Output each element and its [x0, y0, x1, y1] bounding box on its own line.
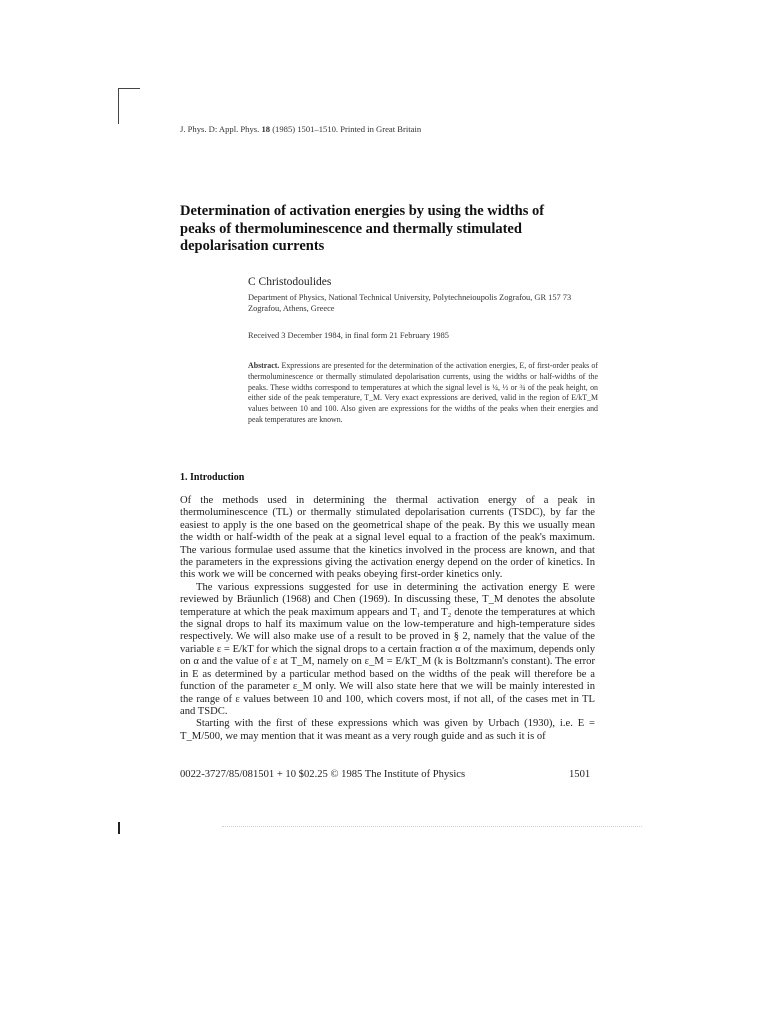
section-heading: 1. Introduction	[180, 472, 245, 483]
journal-pages: (1985) 1501–1510. Printed in Great Britain	[272, 124, 422, 134]
scan-artifact-line	[222, 826, 642, 827]
paper-title: Determination of activation energies by using the widths of peaks of thermoluminescence and thermally stimulated depolarisation currents	[180, 203, 545, 255]
abstract	[248, 361, 598, 426]
footer-copyright: 0022-3727/85/081501 + 10 $02.25 © 1985 The Institute of Physics	[180, 769, 466, 780]
crop-mark-bottom	[118, 822, 120, 834]
paragraph-3: Starting with the first of these expressions which was given by Urbach (1930), i.e. E = T_M/500, we may mention that it was meant as a very rough guide and as such it is of	[180, 718, 595, 742]
crop-mark-top-vertical	[118, 88, 119, 124]
body-text	[180, 495, 595, 743]
journal-name: J. Phys. D: Appl. Phys.	[180, 124, 260, 134]
page-number: 1501	[569, 769, 591, 780]
journal-reference	[180, 124, 421, 134]
received-date: Received 3 December 1984, in final form 21 February 1985	[248, 331, 449, 340]
author-name: C Christodoulides	[248, 276, 332, 288]
author-affiliation: Department of Physics, National Technical University, Polytechneioupolis Zografou, GR 157 73 Zografou, Athens, Greece	[248, 293, 572, 313]
crop-mark-top	[118, 88, 140, 89]
paragraph-2: The various expressions suggested for use in determining the activation energy E were reviewed by Bräunlich (1968) and Chen (1969). In discussing these, T_M denotes the absolute temperature at which the peak maximum appears and T₁ and T₂ denote the temperatures at which the signal drops to half its maximum value on the low-temperature and high-temperature sides respectively. We will also make use of a result to be proved in § 2, namely that the value of the variable ε = E/kT for which the signal drops to a certain fraction α of the maximum, depends only on α and the value of ε at T_M, namely on ε_M = E/kT_M (k is Boltzmann's constant). The error in E as determined by a particular method based on the widths of the peak will therefore be a function of the parameter ε_M only. We will also state here that we will be mainly interested in the range of ε values between 10 and 100, which covers most, if not all, of the cases met in TL and TSDC.	[180, 581, 595, 717]
abstract-text: Expressions are presented for the determination of the activation energies, E, of first-order peaks of thermoluminescence or thermally stimulated depolarisation currents, using the widths or half-widths of the peaks. These widths correspond to temperatures at which the signal level is ¼, ½ or ¾ of the peak height, on either side of the peak temperature, T_M. Very exact expressions are derived, valid in the region of E/kT_M values between 10 and 100. Also given are expressions for the widths of the peaks when their energies and peak temperatures are known.	[248, 361, 598, 424]
paragraph-1: Of the methods used in determining the thermal activation energy of a peak in thermoluminescence (TL) or thermally stimulated depolarisation currents (TSDC), by far the easiest to apply is the one based on the geometrical shape of the peak. By this we usually mean the width or half-width of the peak at a signal level equal to a fraction of the peak's maximum. The various formulae used assume that the kinetics involved in the process are known, and that the parameters in the expressions giving the activation energy depend on the order of kinetics. In this work we will be concerned with peaks obeying first-order kinetics only.	[180, 495, 595, 581]
journal-volume: 18	[261, 124, 271, 134]
abstract-label: Abstract.	[248, 361, 280, 370]
